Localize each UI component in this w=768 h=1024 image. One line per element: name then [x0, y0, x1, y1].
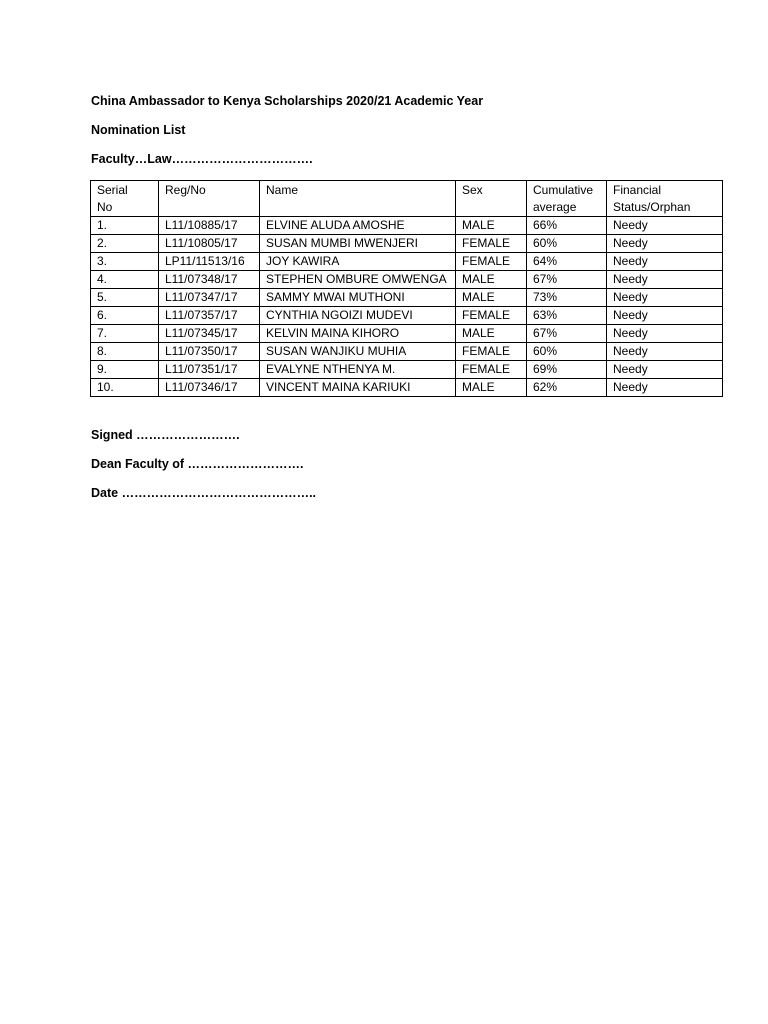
cell-name: SUSAN MUMBI MWENJERI	[260, 235, 456, 253]
cell-status: Needy	[607, 307, 723, 325]
cell-status: Needy	[607, 325, 723, 343]
cell-status: Needy	[607, 343, 723, 361]
cell-reg-no: L11/07350/17	[159, 343, 260, 361]
document-title: China Ambassador to Kenya Scholarships 2020/21 Academic Year	[91, 94, 484, 108]
cell-name: VINCENT MAINA KARIUKI	[260, 379, 456, 397]
table-row	[91, 217, 723, 235]
table-row	[91, 307, 723, 325]
cell-reg-no: L11/07346/17	[159, 379, 260, 397]
header-sex-label: Sex	[462, 183, 483, 197]
cell-serial: 5.	[91, 289, 159, 307]
cell-status: Needy	[607, 379, 723, 397]
header-name-label: Name	[266, 183, 299, 197]
cell-name: JOY KAWIRA	[260, 253, 456, 271]
cell-average: 62%	[527, 379, 607, 397]
header-financial-status	[607, 181, 723, 217]
header-cumulative-average	[527, 181, 607, 217]
cell-sex: MALE	[456, 379, 527, 397]
cell-serial: 2.	[91, 235, 159, 253]
cell-reg-no: L11/07357/17	[159, 307, 260, 325]
cell-average: 73%	[527, 289, 607, 307]
cell-sex: FEMALE	[456, 361, 527, 379]
signed-line: Signed …………………….	[91, 428, 240, 442]
cell-sex: MALE	[456, 289, 527, 307]
cell-sex: MALE	[456, 217, 527, 235]
cell-serial: 7.	[91, 325, 159, 343]
table-row	[91, 253, 723, 271]
table-row	[91, 235, 723, 253]
header-sex	[456, 181, 527, 217]
cell-status: Needy	[607, 361, 723, 379]
cell-status: Needy	[607, 253, 723, 271]
cell-status: Needy	[607, 235, 723, 253]
cell-sex: FEMALE	[456, 343, 527, 361]
header-financial-line1: Financial	[613, 183, 662, 197]
header-reg-no-label: Reg/No	[165, 183, 206, 197]
cell-reg-no: L11/07345/17	[159, 325, 260, 343]
cell-reg-no: L11/07348/17	[159, 271, 260, 289]
cell-name: SAMMY MWAI MUTHONI	[260, 289, 456, 307]
cell-sex: FEMALE	[456, 307, 527, 325]
nomination-table	[90, 180, 723, 397]
table-header-row	[91, 181, 723, 217]
header-cumulative-line1: Cumulative	[533, 183, 594, 197]
cell-serial: 9.	[91, 361, 159, 379]
cell-sex: FEMALE	[456, 253, 527, 271]
cell-average: 66%	[527, 217, 607, 235]
cell-average: 64%	[527, 253, 607, 271]
dean-faculty-line: Dean Faculty of ……………………….	[91, 457, 304, 471]
date-line: Date ………………………………………..	[91, 486, 317, 500]
document-subtitle: Nomination List	[91, 123, 186, 137]
cell-status: Needy	[607, 289, 723, 307]
cell-name: STEPHEN OMBURE OMWENGA	[260, 271, 456, 289]
table-row	[91, 379, 723, 397]
header-serial-line2: No	[97, 200, 113, 214]
faculty-line: Faculty…Law…………………………….	[91, 152, 313, 166]
header-serial-line1: Serial	[97, 183, 128, 197]
cell-serial: 1.	[91, 217, 159, 235]
cell-serial: 3.	[91, 253, 159, 271]
cell-reg-no: LP11/11513/16	[159, 253, 260, 271]
cell-name: ELVINE ALUDA AMOSHE	[260, 217, 456, 235]
cell-sex: FEMALE	[456, 235, 527, 253]
cell-serial: 8.	[91, 343, 159, 361]
cell-status: Needy	[607, 217, 723, 235]
header-cumulative-line2: average	[533, 200, 577, 214]
cell-serial: 10.	[91, 379, 159, 397]
header-name	[260, 181, 456, 217]
cell-name: CYNTHIA NGOIZI MUDEVI	[260, 307, 456, 325]
cell-status: Needy	[607, 271, 723, 289]
table-row	[91, 289, 723, 307]
cell-sex: MALE	[456, 271, 527, 289]
cell-average: 69%	[527, 361, 607, 379]
cell-reg-no: L11/07347/17	[159, 289, 260, 307]
cell-reg-no: L11/10805/17	[159, 235, 260, 253]
cell-average: 67%	[527, 325, 607, 343]
cell-serial: 6.	[91, 307, 159, 325]
cell-average: 63%	[527, 307, 607, 325]
cell-reg-no: L11/10885/17	[159, 217, 260, 235]
cell-name: KELVIN MAINA KIHORO	[260, 325, 456, 343]
cell-serial: 4.	[91, 271, 159, 289]
header-serial-no	[91, 181, 159, 217]
cell-reg-no: L11/07351/17	[159, 361, 260, 379]
table-row	[91, 271, 723, 289]
cell-average: 60%	[527, 343, 607, 361]
cell-name: EVALYNE NTHENYA M.	[260, 361, 456, 379]
table-row	[91, 343, 723, 361]
header-financial-line2: Status/Orphan	[613, 200, 691, 214]
cell-average: 67%	[527, 271, 607, 289]
header-reg-no	[159, 181, 260, 217]
table-row	[91, 361, 723, 379]
cell-average: 60%	[527, 235, 607, 253]
table-row	[91, 325, 723, 343]
cell-name: SUSAN WANJIKU MUHIA	[260, 343, 456, 361]
cell-sex: MALE	[456, 325, 527, 343]
